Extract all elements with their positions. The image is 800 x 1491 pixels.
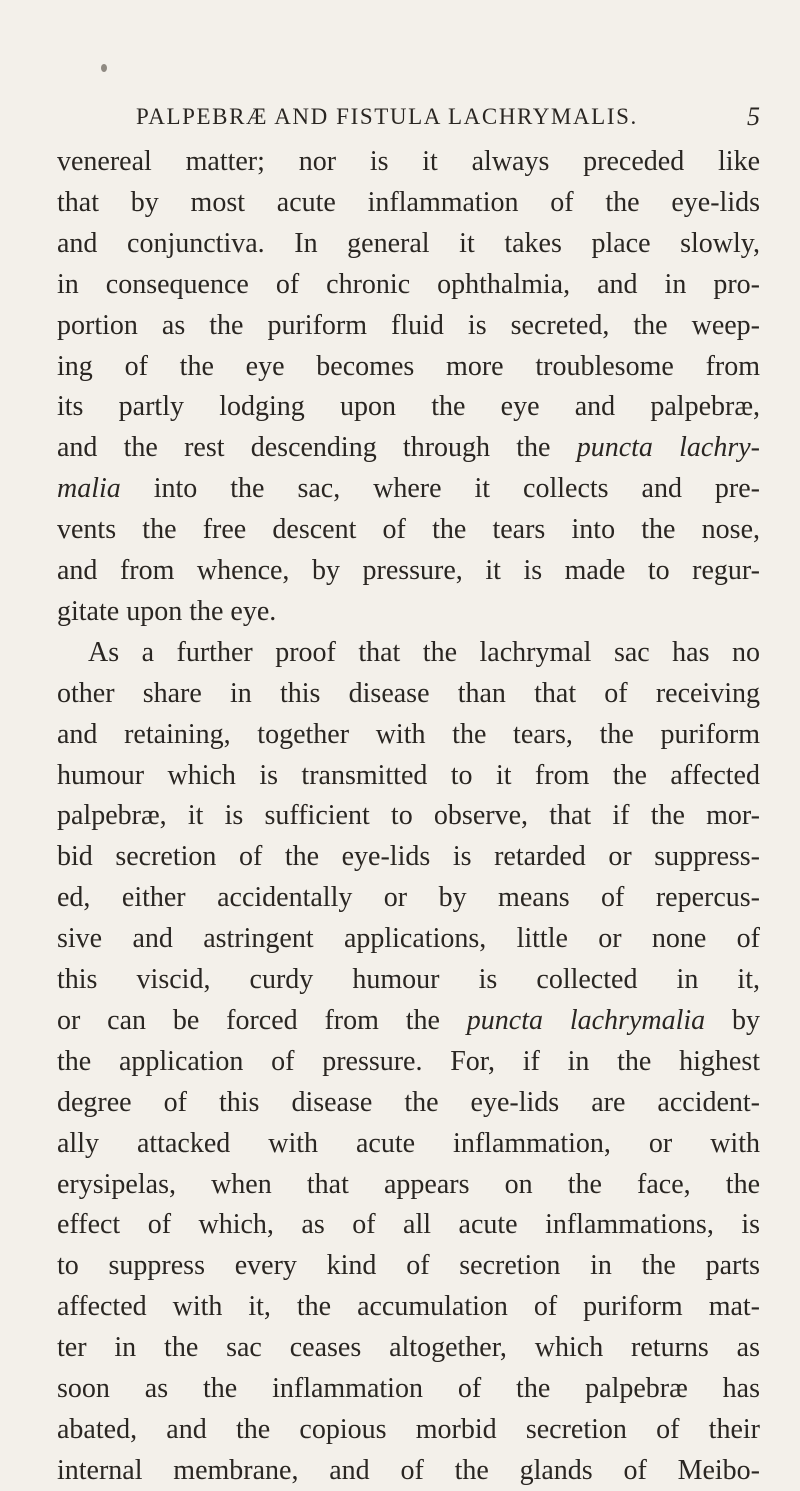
text-line xyxy=(0,796,800,836)
text-line-content: sive and astringent applications, little or none of xyxy=(57,923,760,954)
text-line-content: palpebræ, it is sufficient to observe, that if the mor- xyxy=(57,800,760,831)
ink-speck xyxy=(101,64,107,72)
text-line-content: internal membrane, and of the glands of Meibo- xyxy=(57,1455,760,1486)
italic-term: puncta lachrymalia xyxy=(466,1005,706,1036)
text-line-content: in consequence of chronic ophthalmia, and in pro- xyxy=(57,269,760,300)
text-line-content: venereal matter; nor is it always preceded like xyxy=(57,146,760,177)
text-segment: into the sac, where it collects and pre- xyxy=(120,473,760,504)
text-line-content xyxy=(57,1001,760,1041)
text-line-content: and retaining, together with the tears, the puriform xyxy=(57,719,760,750)
text-line xyxy=(0,837,800,877)
text-line xyxy=(0,224,800,264)
text-line-content: the application of pressure. For, if in the highest xyxy=(57,1046,760,1077)
text-segment: by xyxy=(705,1005,760,1036)
text-line-content: gitate upon the eye. xyxy=(57,596,277,627)
text-line xyxy=(0,347,800,387)
text-line xyxy=(0,1042,800,1082)
running-head xyxy=(0,104,800,134)
text-line-content: affected with it, the accumulation of puriform mat- xyxy=(57,1291,760,1322)
text-line xyxy=(0,142,800,182)
text-line xyxy=(0,387,800,427)
text-line-content: humour which is transmitted to it from the affected xyxy=(57,760,760,791)
text-line-content: ed, either accidentally or by means of repercus- xyxy=(57,882,760,913)
text-line xyxy=(0,756,800,796)
italic-term: malia xyxy=(57,473,121,504)
text-line-content: As a further proof that the lachrymal sac has no xyxy=(88,637,760,668)
text-line xyxy=(0,428,800,468)
text-line-content: portion as the puriform fluid is secreted, the weep- xyxy=(57,310,760,341)
text-line xyxy=(0,1083,800,1123)
running-head-title: PALPEBRÆ AND FISTULA LACHRYMALIS. xyxy=(136,104,638,129)
text-line xyxy=(0,469,800,509)
text-line-content: to suppress every kind of secretion in the parts xyxy=(57,1250,760,1281)
text-line-content xyxy=(57,469,760,509)
text-line xyxy=(0,1001,800,1041)
text-line xyxy=(0,183,800,223)
text-line-content: and from whence, by pressure, it is made to regur- xyxy=(57,555,760,586)
text-segment: and the rest descending through the xyxy=(57,432,577,463)
text-line-content xyxy=(57,428,760,468)
italic-term: puncta lachry- xyxy=(576,432,760,463)
text-line xyxy=(0,265,800,305)
text-line xyxy=(0,510,800,550)
text-line-content: effect of which, as of all acute inflammations, is xyxy=(57,1209,760,1240)
text-line xyxy=(0,633,800,673)
text-line-content: other share in this disease than that of receiving xyxy=(57,678,760,709)
text-line xyxy=(0,1246,800,1286)
text-line-content: its partly lodging upon the eye and palpebræ, xyxy=(57,391,760,422)
text-line xyxy=(0,1287,800,1327)
text-line-content: ing of the eye becomes more troublesome from xyxy=(57,351,760,382)
text-segment: or can be forced from the xyxy=(57,1005,467,1036)
text-line xyxy=(0,1165,800,1205)
text-line-content: soon as the inflammation of the palpebræ has xyxy=(57,1373,760,1404)
text-line xyxy=(0,306,800,346)
text-line-content: and conjunctiva. In general it takes place slowly, xyxy=(57,228,760,259)
text-line-content: ally attacked with acute inflammation, or with xyxy=(57,1128,760,1159)
text-line xyxy=(0,1369,800,1409)
text-line-content: bid secretion of the eye-lids is retarded or suppress- xyxy=(57,841,760,872)
text-line xyxy=(0,674,800,714)
text-line-content: that by most acute inflammation of the eye-lids xyxy=(57,187,760,218)
text-line-content: vents the free descent of the tears into the nose, xyxy=(57,514,760,545)
text-line xyxy=(0,1410,800,1450)
page-number: 5 xyxy=(747,102,760,131)
text-line-content: degree of this disease the eye-lids are accident- xyxy=(57,1087,760,1118)
text-line xyxy=(0,715,800,755)
text-line-content: abated, and the copious morbid secretion of their xyxy=(57,1414,760,1445)
text-line-content: this viscid, curdy humour is collected in it, xyxy=(57,964,760,995)
text-line-content: erysipelas, when that appears on the face, the xyxy=(57,1169,760,1200)
text-line xyxy=(0,960,800,1000)
text-line-content: ter in the sac ceases altogether, which returns as xyxy=(57,1332,760,1363)
text-line xyxy=(0,592,800,632)
text-line xyxy=(0,919,800,959)
text-line xyxy=(0,1328,800,1368)
text-line xyxy=(0,1451,800,1491)
text-line xyxy=(0,1205,800,1245)
text-line xyxy=(0,551,800,591)
text-line xyxy=(0,1124,800,1164)
text-line xyxy=(0,878,800,918)
